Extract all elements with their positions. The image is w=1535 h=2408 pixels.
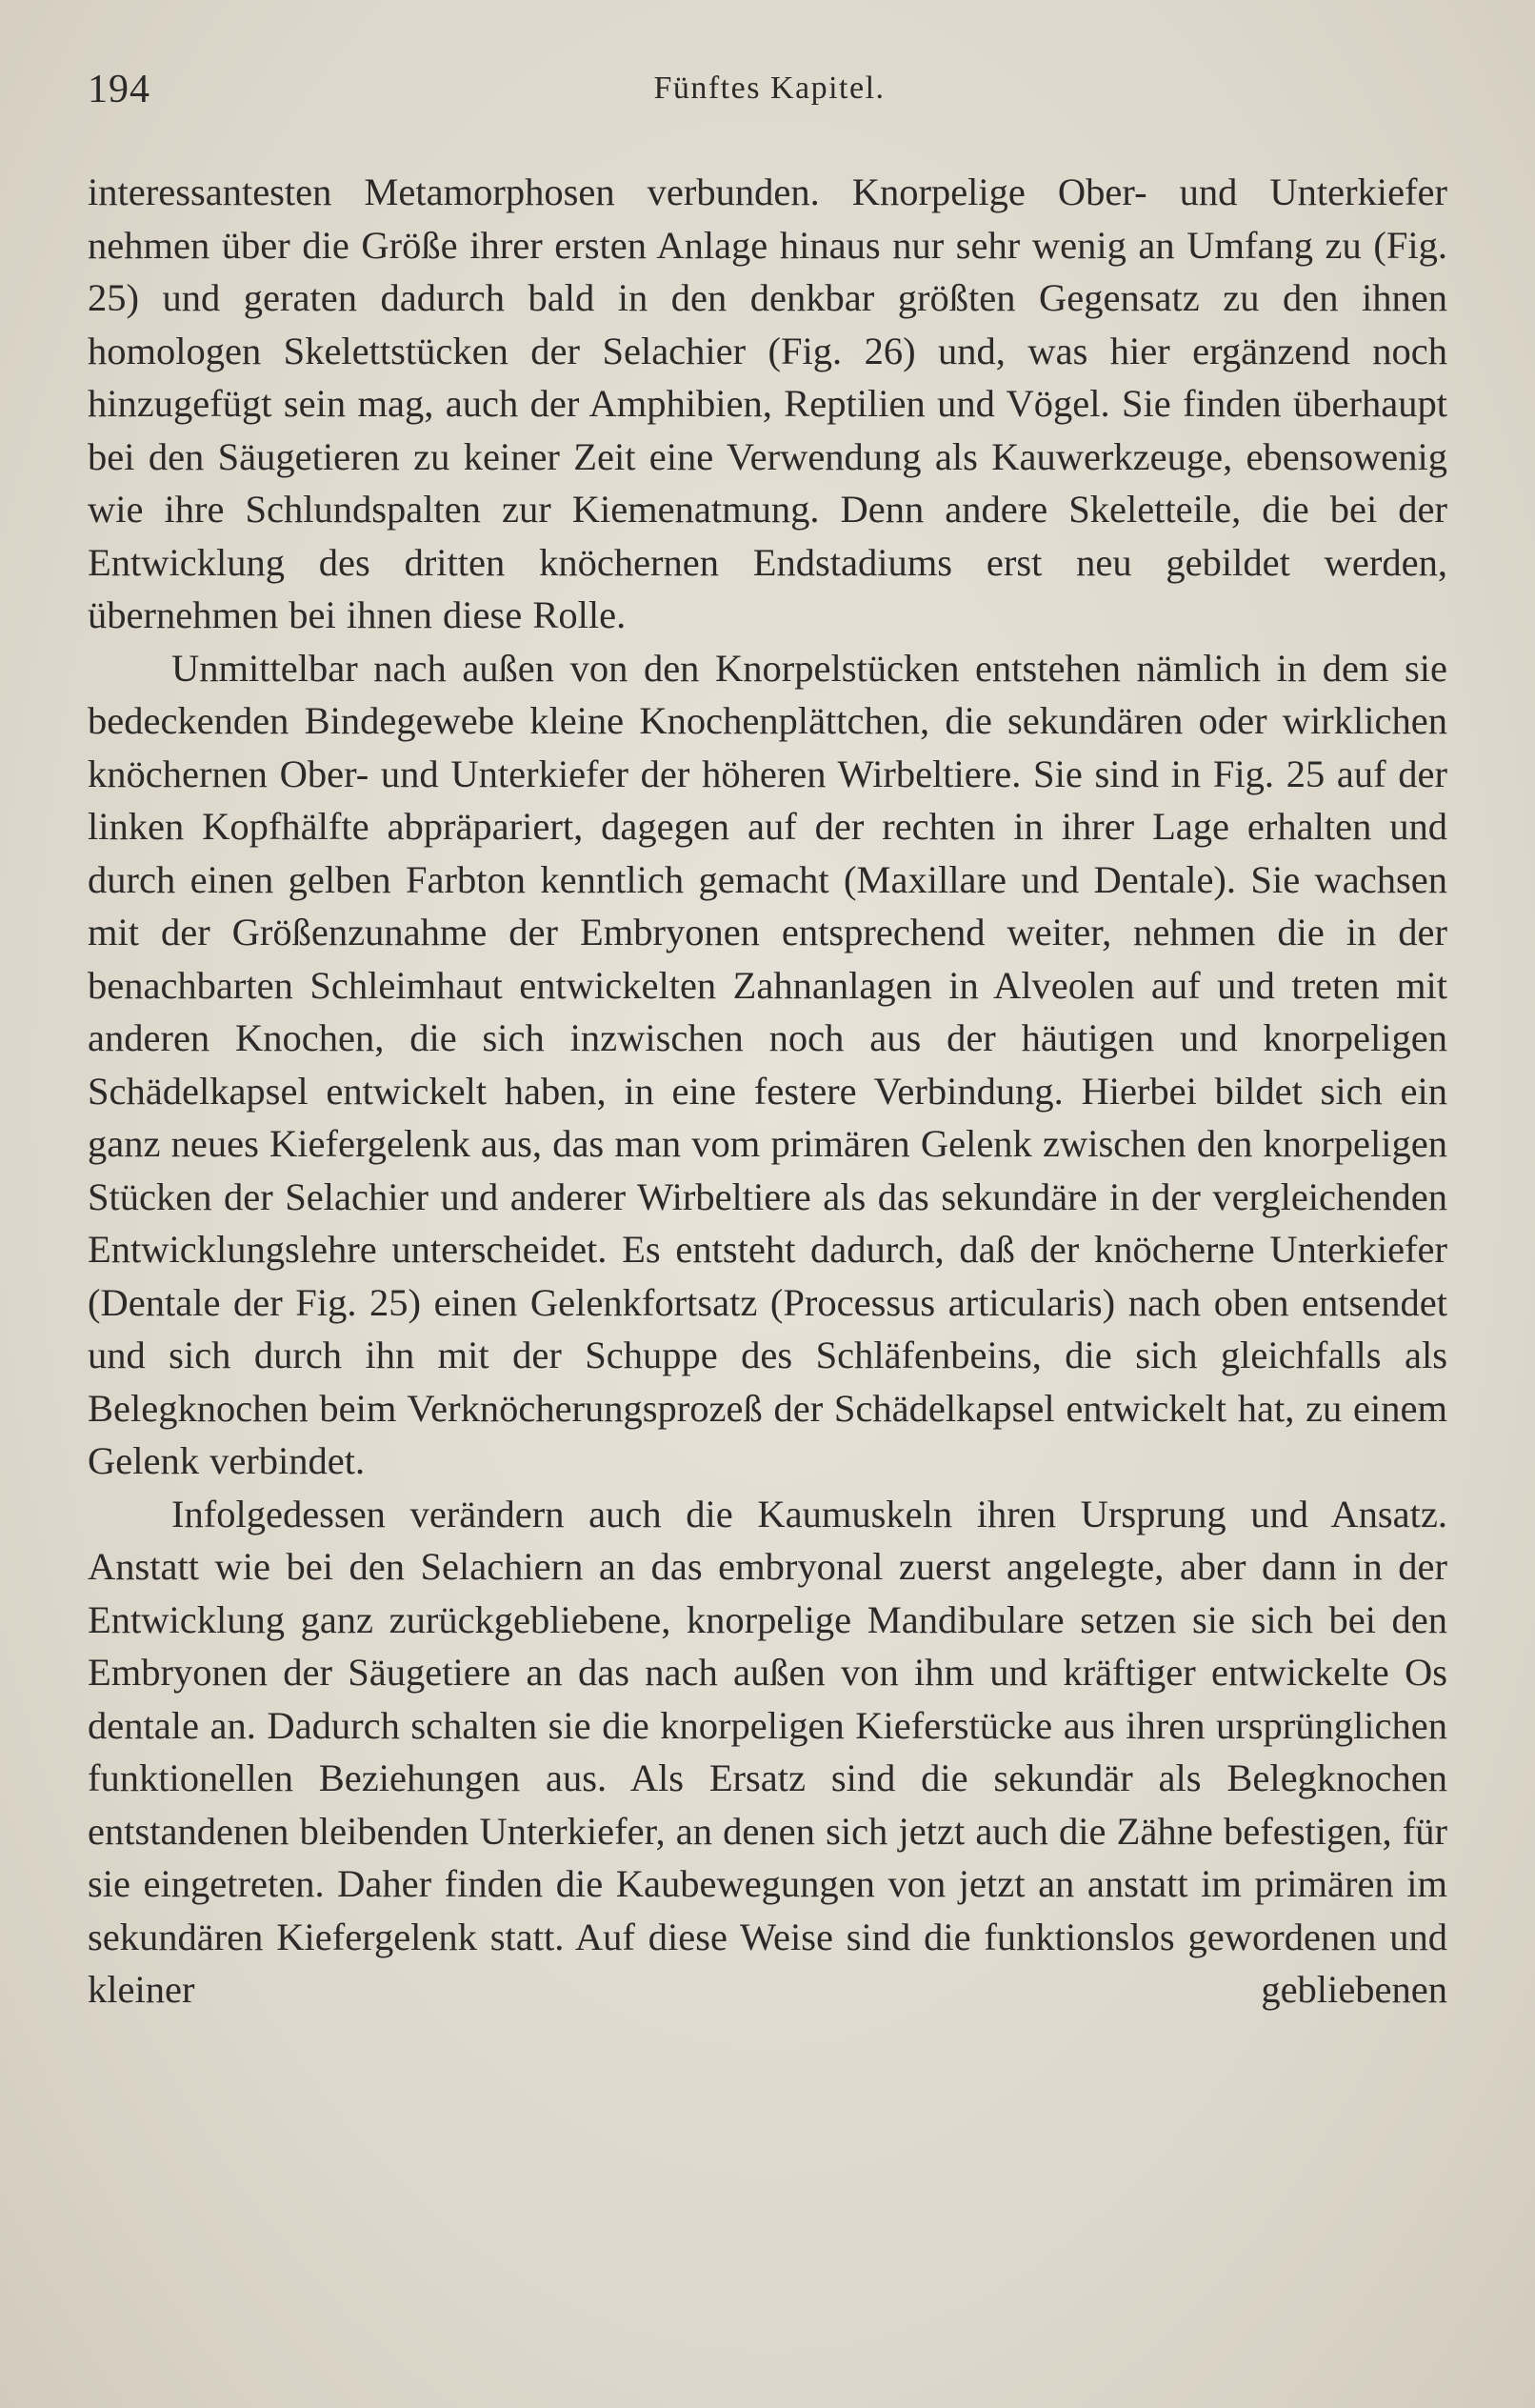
paragraph-2: Unmittelbar nach außen von den Knorpelstücken entstehen nämlich in dem sie bedeckenden Bindegewebe kleine Knochenplättchen, die sekundären oder wirklichen knöchernen Ober- und Unterkiefer der höheren Wirbeltiere. Sie sind in Fig. 25 auf der linken Kopfhälfte abpräpariert, dagegen auf der rechten in ihrer Lage erhalten und durch einen gelben Farbton kenntlich gemacht (Maxillare und Dentale). Sie wachsen mit der Größenzunahme der Embryonen entsprechend weiter, nehmen die in der benachbarten Schleimhaut entwickelten Zahnanlagen in Alveolen auf und treten mit anderen Knochen, die sich inzwischen noch aus der häutigen und knorpeligen Schädelkapsel entwickelt haben, in eine festere Verbindung. Hierbei bildet sich ein ganz neues Kiefergelenk aus, das man vom primären Gelenk zwischen den knorpeligen Stücken der Selachier und anderer Wirbeltiere als das sekundäre in der vergleichenden Entwicklungslehre unterscheidet. Es entsteht dadurch, daß der knöcherne Unterkiefer (Dentale der Fig. 25) einen Gelenkfortsatz (Processus articularis) nach oben entsendet und sich durch ihn mit der Schuppe des Schläfenbeins, die sich gleichfalls als Belegknochen beim Verknöcherungsprozeß der Schädelkapsel entwickelt hat, zu einem Gelenk verbindet. <box>88 646 1447 1482</box>
body-text <box>88 166 1447 2017</box>
paragraph-3: Infolgedessen verändern auch die Kaumuskeln ihren Ursprung und Ansatz. Anstatt wie bei den Selachiern an das embryonal zuerst angelegte, aber dann in der Entwicklung ganz zurückgebliebene, knorpelige Mandibulare setzen sie sich bei den Embryonen der Säugetiere an das nach außen von ihm und kräftiger entwickelte Os dentale an. Dadurch schalten sie die knorpeligen Kieferstücke aus ihren ursprünglichen funktionellen Beziehungen aus. Als Ersatz sind die sekundär als Belegknochen entstandenen bleibenden Unterkiefer, an denen sich jetzt auch die Zähne befestigen, für sie eingetreten. Daher finden die Kaubewegungen von jetzt an anstatt im primären im sekundären Kiefergelenk statt. Auf diese Weise sind die funktionslos gewordenen und kleiner gebliebenen <box>88 1492 1447 2011</box>
paragraph-1: interessantesten Metamorphosen verbunden. Knorpelige Ober- und Unterkiefer nehmen über die Größe ihrer ersten Anlage hinaus nur sehr wenig an Umfang zu (Fig. 25) und geraten dadurch bald in den denkbar größten Gegensatz zu den ihnen homologen Skelettstücken der Selachier (Fig. 26) und, was hier ergänzend noch hinzugefügt sein mag, auch der Amphibien, Reptilien und Vögel. Sie finden überhaupt bei den Säugetieren zu keiner Zeit eine Verwendung als Kauwerkzeuge, ebensowenig wie ihre Schlundspalten zur Kiemenatmung. Denn andere Skeletteile, die bei der Entwicklung des dritten knöchernen Endstadiums erst neu gebildet werden, übernehmen bei ihnen diese Rolle. <box>88 171 1447 636</box>
page-header <box>88 67 1451 124</box>
running-title: Fünftes Kapitel. <box>653 70 886 106</box>
page-number: 194 <box>88 68 150 111</box>
